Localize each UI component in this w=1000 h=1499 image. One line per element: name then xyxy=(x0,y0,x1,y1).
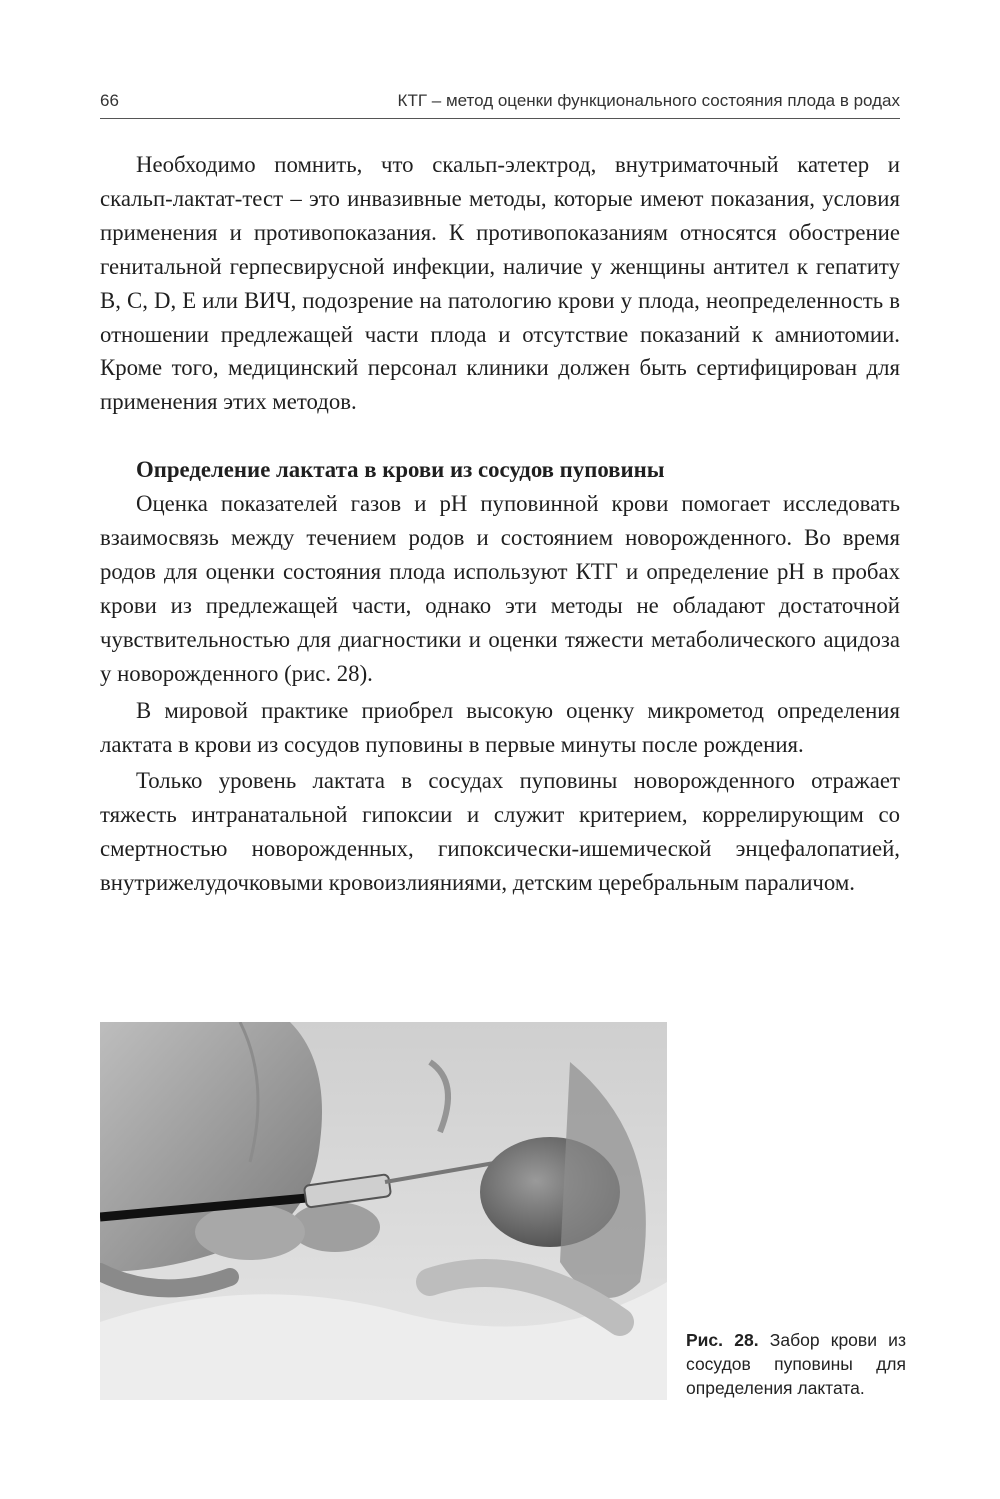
cord-blood-sampling-photo xyxy=(100,1022,667,1400)
paragraph-micromethod: В мировой практике приобрел высокую оценку микрометод определения лактата в крови из сосудов пуповины в первые минуты после рождения. xyxy=(100,697,900,757)
paragraph-lactate-level: Только уровень лактата в сосудах пуповины новорожденного отражает тяжесть интранатальной гипоксии и служит критерием, коррелирующим со смертностью новорожденных, гипоксически-ишемической энцефалопатией, внутрижелудочковыми кровоизлияниями, детским церебральным параличом. xyxy=(100,768,900,896)
paragraph-cord-blood-gases: Оценка показателей газов и pH пуповинной крови помогает исследовать взаимосвязь между течением родов и состоянием новорожденного. Во время родов для оценки состояния плода используют КТГ и определение pH в пробах крови из предлежащей части, однако эти методы не обладают достаточной чувствительностью для диагностики и оценки тяжести метаболического ацидоза у новорожденного (рис. 28). xyxy=(100,491,900,686)
section-heading: Определение лактата в крови из сосудов пуповины xyxy=(136,457,665,483)
caption-label: Рис. 28. xyxy=(686,1330,759,1350)
running-header xyxy=(100,88,900,119)
body-text xyxy=(100,148,900,900)
running-title: КТГ – метод оценки функционального состояния плода в родах xyxy=(397,91,900,110)
figure-photo xyxy=(100,1022,667,1400)
page-number: 66 xyxy=(100,91,119,110)
caption-text: Забор крови из сосудов пуповины для определения лактата. xyxy=(686,1330,906,1398)
paragraph-invasive-methods: Необходимо помнить, что скальп-электрод, внутриматочный катетер и скальп-лактат-тест – это инвазивные методы, которые имеют показания, условия применения и противопоказания. К противопоказаниям относятся обострение генитальной герпесвирусной инфекции, наличие у женщины антител к гепатиту B, C, D, E или ВИЧ, подозрение на патологию крови у плода, неопределенность в отношении предлежащей части плода и отсутствие показаний к амниотомии. Кроме того, медицинский персонал клиники должен быть сертифицирован для применения этих методов. xyxy=(100,152,900,415)
figure-caption xyxy=(686,1328,906,1400)
